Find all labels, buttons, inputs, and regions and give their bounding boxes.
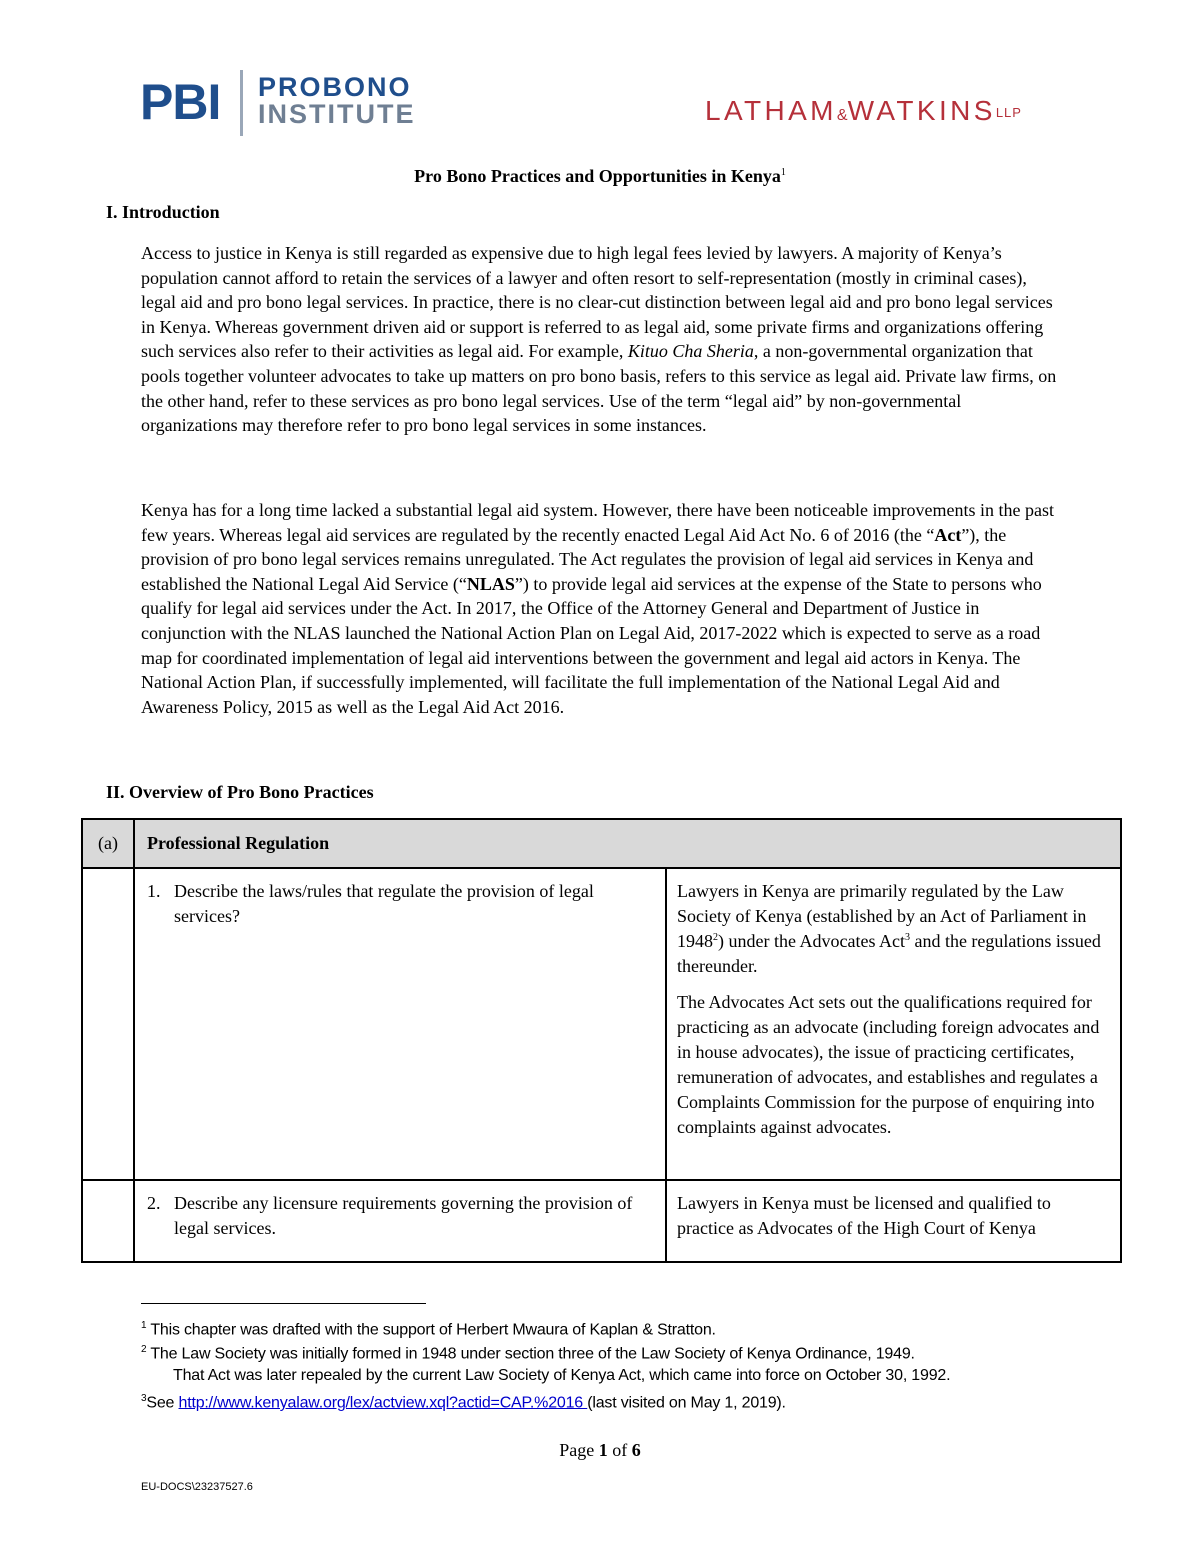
footnote-1 — [141, 1315, 716, 1341]
intro-paragraph-1 — [141, 241, 1059, 438]
table-row — [82, 868, 1121, 1180]
footnote-2-number: 2 — [141, 1344, 147, 1355]
table-section-title: Professional Regulation — [134, 819, 1121, 868]
footnote-1-text: This chapter was drafted with the support of Herbert Mwaura of Kaplan & Stratton. — [146, 1321, 716, 1339]
footnote-ref-1: 1 — [780, 167, 786, 178]
table-section-letter: (a) — [82, 819, 134, 868]
intro-p1-rest: , a non-governmental organization that pools together volunteer advocates to take up matters on pro bono basis, refers to this service as legal aid. Private law firms, on the other hand, refer to these services as pro bono legal services. Use of the term “legal aid” by non-governmental organizations may therefore refer to pro bono legal services in some instances. — [141, 341, 1057, 436]
answer-text: and the regulations issued thereunder. — [677, 931, 1101, 976]
answer-text: ) under the Advocates Act — [718, 931, 905, 951]
answer-text: Lawyers in Kenya are primarily regulated by the Law Society of Kenya (established by an Act of Parliament in 1948 — [677, 881, 1087, 951]
page-total: 6 — [631, 1440, 641, 1460]
section-heading-overview: II. Overview of Pro Bono Practices — [106, 782, 374, 802]
intro-p2-c: ”) to provide legal aid services at the expense of the State to persons who qualify for legal aid services under the Act. In 2017, the Office of the Attorney General and Department of Justice in conjunction with the NLAS launched the National Action Plan on Legal Aid, 2017-2022 which is expected to serve as a road map for coordinated implementation of legal aid interventions between the government and legal aid actors in Kenya. The National Action Plan, if successfully implemented, will facilitate the full implementation of the National Legal Aid and Awareness Policy, 2015 as well as the Legal Aid Act 2016. — [141, 573, 1042, 717]
intro-p2-nlas: NLAS — [466, 573, 515, 594]
intro-p2-act: Act — [934, 524, 962, 545]
table-question-cell — [134, 868, 666, 1180]
intro-p2-b: ”), the provision of pro bono legal services remains unregulated. The Act regulates the provision of legal aid services in Kenya and established the National Legal Aid Service (“ — [141, 524, 1034, 594]
page-of: of — [607, 1440, 632, 1460]
footnote-1-number: 1 — [141, 1320, 147, 1331]
table-row — [82, 1180, 1121, 1262]
footnote-3-number: 3 — [141, 1393, 147, 1404]
footnote-ref-2: 2 — [713, 932, 718, 943]
latham-watkins-logo — [705, 94, 1022, 133]
intro-paragraph-2 — [141, 498, 1059, 719]
document-title — [0, 166, 1200, 187]
footnote-2-text-a: The Law Society was initially formed in 1948 under section three of the Law Society of Kenya Ordinance, 1949. — [146, 1345, 915, 1363]
footnote-3 — [141, 1388, 786, 1414]
page-number — [0, 1440, 1200, 1461]
document-id: EU-DOCS\23237527.6 — [141, 1481, 253, 1493]
lw-logo-part2: WATKINS — [847, 95, 996, 126]
section-heading-introduction: I. Introduction — [106, 202, 220, 222]
answer-paragraph — [677, 879, 1110, 979]
footnote-3-link[interactable]: http://www.kenyalaw.org/lex/actview.xql?actid=CAP.%2016 — [178, 1394, 588, 1412]
table-answer-cell — [666, 868, 1121, 1180]
footnote-ref-3: 3 — [904, 932, 910, 943]
answer-paragraph: The Advocates Act sets out the qualifications required for practicing as an advocate (including foreign advocates and in house advocates), the issue of practicing certificates, remuneration of advocates, and establishes and regulates a Complaints Commission for the purpose of enquiring into complaints against advocates. — [677, 992, 1100, 1137]
intro-p1-italic: Kituo Cha Sheria — [627, 341, 754, 362]
footnote-3-rest: (last visited on May 1, 2019). — [587, 1394, 786, 1412]
page-current: 1 — [598, 1440, 608, 1460]
question-text: Describe any licensure requirements governing the provision of legal services. — [174, 1193, 633, 1238]
lw-logo-amp: & — [836, 107, 848, 124]
intro-p2-a: Kenya has for a long time lacked a substantial legal aid system. However, there have been noticeable improvements in the past few years. Whereas legal aid services are regulated by the recently enacted Legal Aid Act No. 6 of 2016 (the “ — [141, 500, 1054, 545]
document-title-text: Pro Bono Practices and Opportunities in Kenya — [414, 166, 781, 186]
footnote-separator — [141, 1303, 426, 1304]
lw-logo-llp: LLP — [995, 105, 1022, 120]
pbi-logo-divider — [240, 70, 243, 136]
table-empty-cell — [82, 1180, 134, 1262]
table-answer-cell — [666, 1180, 1121, 1262]
table-header-row — [82, 819, 1121, 868]
professional-regulation-table — [81, 818, 1122, 1263]
pbi-logo-mark: PBI — [140, 74, 221, 130]
pbi-logo-line1: PROBONO — [258, 72, 412, 102]
intro-p1-text: Access to justice in Kenya is still regarded as expensive due to high legal fees levied by lawyers. A majority of Kenya’s population cannot afford to retain the services of a lawyer and often resort to self-representation (mostly in criminal cases), legal aid and pro bono legal services. In practice, there is no clear-cut distinction between legal aid and pro bono legal services in Kenya. Whereas government driven aid or support is referred to as legal aid, some private firms and organizations offering such services also refer to their activities as legal aid. For example, — [141, 243, 1053, 362]
footnote-2 — [141, 1339, 950, 1387]
table-question-cell — [134, 1180, 666, 1262]
footnote-2-text-b: That Act was later repealed by the current Law Society of Kenya Act, which came into force on October 30, 1992. — [173, 1367, 951, 1385]
question-number: 2. — [147, 1193, 161, 1213]
lw-logo-part1: LATHAM — [705, 95, 837, 126]
question-number: 1. — [147, 881, 161, 901]
page-prefix: Page — [559, 1440, 599, 1460]
pbi-logo-name — [258, 74, 416, 128]
footnote-3-see: See — [146, 1394, 179, 1412]
pbi-logo-line2: INSTITUTE — [258, 99, 416, 129]
question-text: Describe the laws/rules that regulate the provision of legal services? — [174, 881, 594, 926]
answer-paragraph: Lawyers in Kenya must be licensed and qualified to practice as Advocates of the High Court of Kenya — [677, 1193, 1051, 1238]
table-empty-cell — [82, 868, 134, 1180]
